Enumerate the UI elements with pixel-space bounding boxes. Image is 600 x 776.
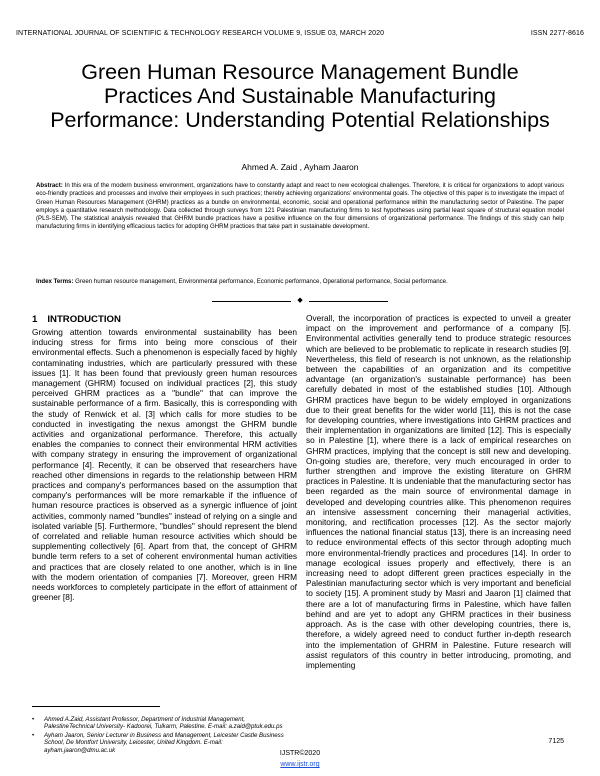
footnote-text: Ayham Jaaron, Senior Lecturer in Business and Management, Leicester Castle Business School, De Montfort University, Leicester, United Kingdom. E-mail: ayham.jaaron@dmu.ac.uk bbox=[44, 731, 284, 754]
right-column bbox=[306, 313, 571, 670]
footer-copyright: IJSTR©2020 bbox=[279, 750, 321, 757]
section-title: INTRODUCTION bbox=[47, 314, 121, 325]
journal-name: INTERNATIONAL JOURNAL OF SCIENTIFIC & TECHNOLOGY RESEARCH VOLUME 9, ISSUE 03, MARCH 2020 bbox=[16, 30, 385, 37]
journal-issn: ISSN 2277-8616 bbox=[530, 30, 584, 37]
footnote-item bbox=[32, 716, 294, 731]
journal-header bbox=[16, 30, 584, 37]
abstract-text: In this era of the modern business environment, organizations have to constantly adapt and react to new ecological challenges. Therefore, it is critical for organizations to adopt various eco-friendly practices and processes and involve their employees in such practices; thereby achieving organizations' environmental goals. The objective of this paper is to investigate the impact of Green Human Resources Management (GHRM) practices as a bundle on environmental, economic, social and operational performance within the manufacturing sector of Palestine. The paper employs a quantitative research methodology. Data collected through surveys from 121 Palestinian manufacturing firms to test hypotheses using partial least square of structural equation model (PLS-SEM). The statistical analysis revealed that GHRM bundle practices have a positive influence on the four dimensions of organizational performance. The findings of this study can help manufacturing firms in identifying efficacious tactics for adopting GHRM practices that take part in sustainable development. bbox=[36, 182, 564, 231]
abstract bbox=[36, 182, 564, 232]
journal-website-link[interactable]: www.ijstr.org bbox=[280, 761, 320, 768]
footnote-text: Ahmed A.Zaid, Assistant Professor, Department of Industrial Management, PalestineTechnical University- Kadoorei, Tulkarm, Palestine. E-mail: a.zaid@ptuk.edu.ps bbox=[44, 716, 283, 731]
page-number: 7125 bbox=[548, 738, 564, 745]
bullet-icon: • bbox=[32, 716, 35, 723]
divider-line-left bbox=[212, 301, 291, 302]
bullet-icon: • bbox=[32, 731, 35, 739]
paper-title: Green Human Resource Management Bundle Practices And Sustainable Manufacturing Performance: Understanding Potential Relationships bbox=[50, 60, 550, 132]
section-heading bbox=[32, 313, 297, 326]
left-column bbox=[32, 313, 297, 602]
index-terms-label: Index Terms: bbox=[36, 278, 74, 285]
intro-paragraph-left: Growing attention towards environmental sustainability has been inducing stress for firms into being more conscious of their environmental effects. Such a phenomenon is especially faced by highly contaminating industries, which are particularly pressured with these issues [1]. It has been found that previously green human resources management (GHRM) focused on individual practices [2], this study perceived GHRM practices as a "bundle" that can improve the sustainable performance of a firm. Basically, this is corresponding with the study of Renwick et al. [3] which calls for more studies to be conducted in investigating the nexus amongst the GHRM bundle activities and organizational performance. Therefore, this actually enables the companies to connect their environmental HRM activities with company strategy in ensuring the improvement of organizational performance [4]. Recently, it can be observed that researchers have reached other dimensions in regards to the relationship between HRM practices and company's performances based on the assumption that company's performances will be more remarkable if the influence of human resource practices is observed as a synergic influence of joint activities, commonly named "bundles" instead of relying on a single and isolated variable [5]. Furthermore, "bundles" should represent the blend of correlated and reliable human resource activities which should be supplementing collectively [6]. Apart from that, the concept of GHRM bundle term refers to a set of coherent environmental human activities and practices that are closely related to one another, which is in line with the modern orientation of companies [7]. Moreover, green HRM needs workforces to completely participate in the effort of attainment of greener [8]. bbox=[32, 327, 297, 603]
footnote-rule bbox=[32, 706, 160, 707]
paper-authors: Ahmed A. Zaid , Ayham Jaaron bbox=[241, 162, 359, 172]
index-terms bbox=[36, 278, 564, 286]
index-terms-text: Green human resource management, Environmental performance, Economic performance, Operational performance, Social performance. bbox=[73, 278, 448, 285]
abstract-label: Abstract: bbox=[36, 182, 63, 189]
section-divider bbox=[212, 297, 388, 305]
divider-line-right bbox=[309, 301, 388, 302]
diamond-icon: ◆ bbox=[297, 297, 303, 304]
section-number: 1 bbox=[32, 314, 38, 325]
intro-paragraph-right: Overall, the incorporation of practices is expected to unveil a greater impact on the improvement and performance of a company [5]. Environmental activities generally tend to produce strategic resources which are believed to be problematic to replicate in research studies [9]. Nevertheless, this field of research is not unknown, as the relationship between the capabilities of an organization and its competitive advantage (an organization's sustainable performance) has been carefully debated in most of the established studies [10]. Although GHRM practices have begun to be widely employed in organizations due to their great benefits for the wider world [11], this is not the case for developing countries, where investigations into GHRM practices and their implementation in organizations are limited [12]. This is especially so in Palestine [1], where there is a lack of empirical researches on GHRM practices, implying that the concept is still new and developing. On-going studies are, therefore, very much encouraged in order to further strengthen and improve the existing literature on GHRM practices in Palestine. It is undeniable that the manufacturing sector has been regarded as the main source of environmental damage in developed and developing countries alike. This phenomenon requires an intensive assessment concerning their managerial activities, monitoring, and rectification processes [12]. As the sector majorly influences the national financial status [13], there is an increasing need to reduce environmental effects of this sector through adopting much more environmental-friendly practices and procedures [14]. In order to manage ecological issues properly and effectively, there is an increasing need to adopt different green practices especially in the Palestinian manufacturing sector which is very important and beneficial to society [15]. A prominent study by Masri and Jaaron [1] claimed that there are a lot of manufacturing firms in Palestine, which have fallen behind and are yet to adopt any GHRM practices in their business approach. As is the case with other developing countries, there is, therefore, a widely agreed need to conduct further in-depth research into the implementation of GHRM in Palestine. Future research will assist regulators of this country in better introducing, promoting, and implementing bbox=[306, 313, 571, 670]
